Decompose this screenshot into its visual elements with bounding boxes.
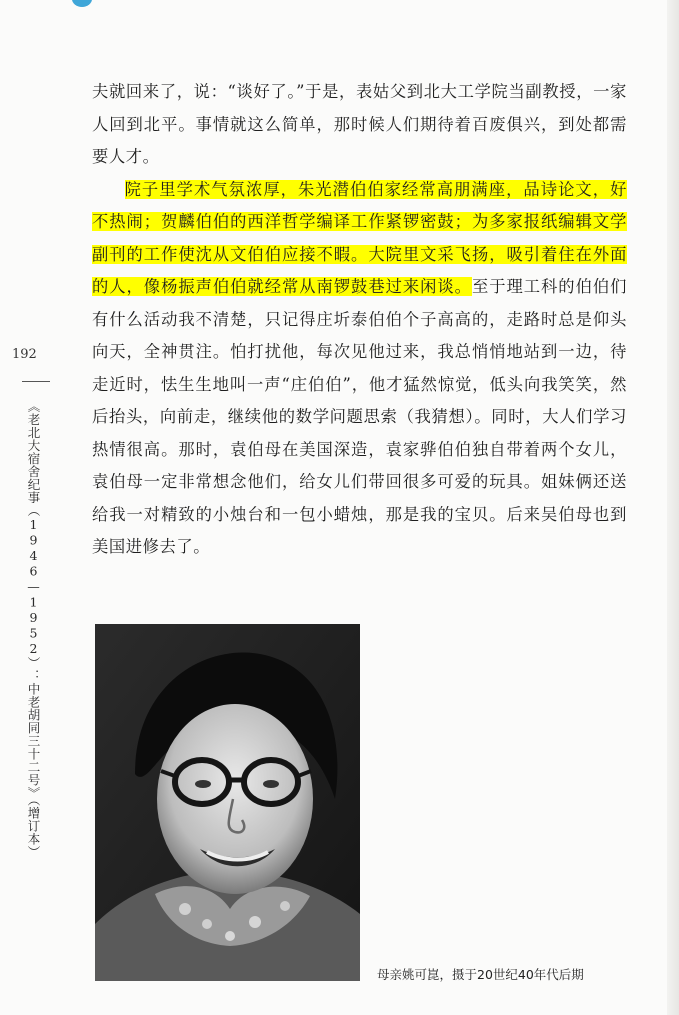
portrait-image (95, 624, 360, 981)
body-text (92, 76, 627, 564)
paragraph-1: 夫就回来了，说：“谈好了。”于是，表姑父到北大工学院当副教授，一家人回到北平。事情就这么简单，那时候人们期待着百废俱兴，到处都需要人才。 (92, 82, 627, 166)
photo-caption: 母亲姚可崑，摄于20世纪40年代后期 (377, 967, 584, 982)
page-number-rule (22, 381, 50, 382)
portrait-photo (95, 624, 360, 981)
highlighted-passage: 院子里学术气氛浓厚，朱光潜伯伯家经常高朋满座，品诗论文，好不热闹；贺麟伯伯的西洋哲学编译工作紧锣密鼓；为多家报纸编辑文学副刊的工作使沈从文伯伯应接不暇。大院里文采飞扬，吸引着住在外面的人，像杨振声伯伯就经常从南锣鼓巷过来闲谈。 (92, 179, 627, 296)
page-edge-shadow (667, 0, 679, 1015)
page-number: 192 (12, 347, 37, 362)
top-marker-dot (72, 0, 92, 7)
paragraph-2-rest: 至于理工科的伯伯们有什么活动我不清楚，只记得庄圻泰伯伯个子高高的，走路时总是仰头向天，全神贯注。怕打扰他，每次见他过来，我总悄悄地站到一边，待走近时，怯生生地叫一声“庄伯伯”，他才猛然惊觉，低头向我笑笑，然后抬头，向前走，继续他的数学问题思索（我猜想）。同时，大人们学习热情很高。那时，袁伯母在美国深造，袁家骅伯伯独自带着两个女儿，袁伯母一定非常想念他们，给女儿们带回很多可爱的玩具。姐妹俩还送给我一对精致的小烛台和一包小蜡烛，那是我的宝贝。后来吴伯母也到美国进修去了。 (92, 277, 627, 556)
running-title: 《老北大宿舍纪事（1946—1952）：中老胡同三十二号》（增订本） (26, 400, 41, 859)
paragraph-2 (92, 174, 627, 564)
